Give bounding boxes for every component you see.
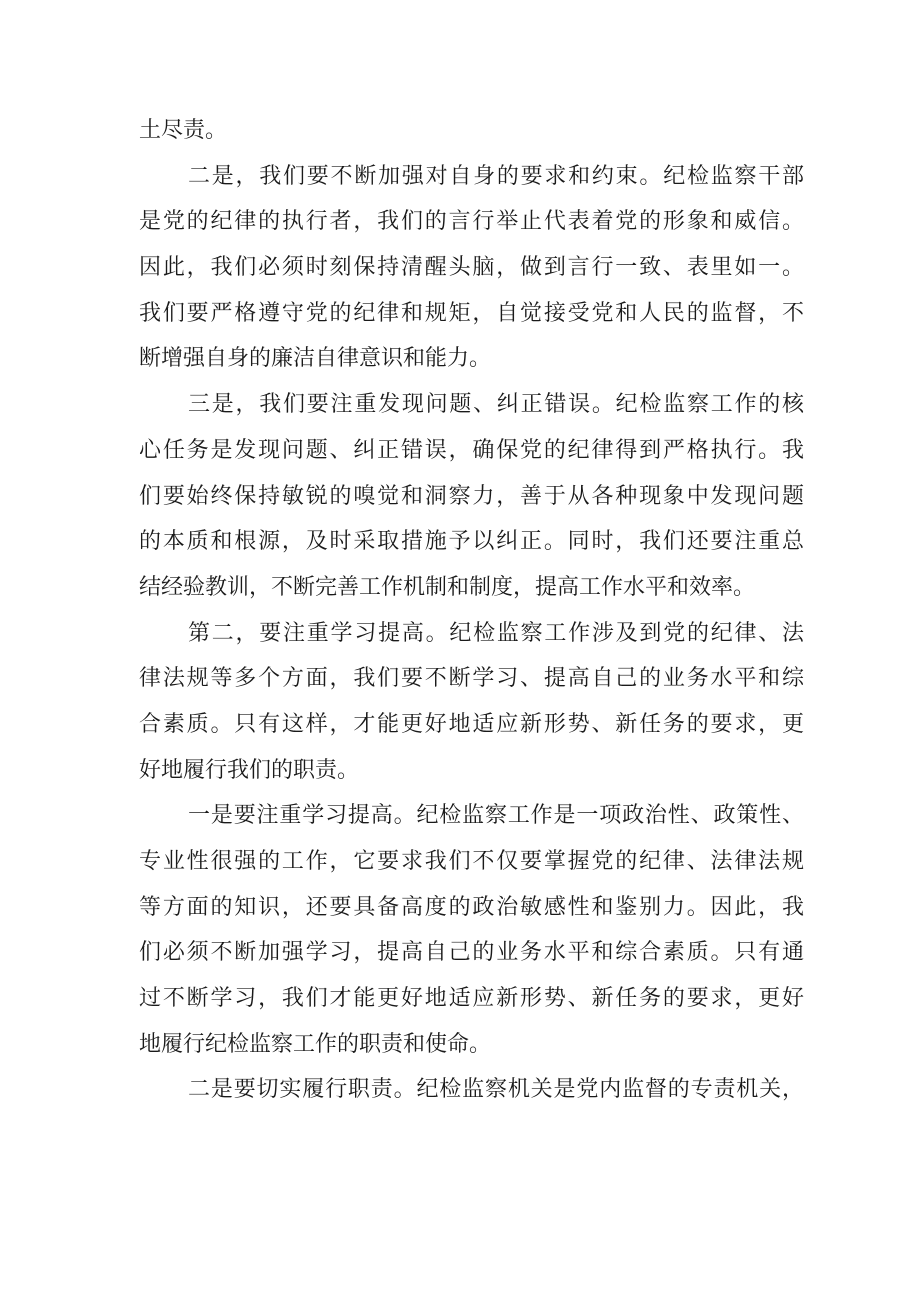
text-line: 结经验教训，不断完善工作机制和制度，提高工作水平和效率。 xyxy=(139,574,756,600)
text-line: 合素质。只有这样，才能更好地适应新形势、新任务的要求，更 xyxy=(139,711,804,737)
text-line: 们要始终保持敏锐的嗅觉和洞察力，善于从各种现象中发现问题 xyxy=(139,483,804,509)
text-line: 二是，我们要不断加强对自身的要求和约束。纪检监察干部 xyxy=(188,163,804,189)
text-line: 我们要严格遵守党的纪律和规矩，自觉接受党和人民的监督，不 xyxy=(139,300,804,326)
text-line: 们必须不断加强学习，提高自己的业务水平和综合素质。只有通 xyxy=(139,940,804,966)
text-line: 等方面的知识，还要具备高度的政治敏感性和鉴别力。因此，我 xyxy=(139,894,804,920)
text-line: 断增强自身的廉洁自律意识和能力。 xyxy=(139,346,492,372)
text-line: 心任务是发现问题、纠正错误，确保党的纪律得到严格执行。我 xyxy=(139,437,804,463)
text-line: 土尽责。 xyxy=(139,118,228,143)
text-line: 一是要注重学习提高。纪检监察工作是一项政治性、政策性、 xyxy=(188,803,804,829)
text-line: 三是，我们要注重发现问题、纠正错误。纪检监察工作的核 xyxy=(188,392,804,418)
text-line: 过不断学习，我们才能更好地适应新形势、新任务的要求，更好 xyxy=(139,986,804,1012)
text-line: 地履行纪检监察工作的职责和使命。 xyxy=(139,1031,492,1057)
text-line: 好地履行我们的职责。 xyxy=(139,757,360,783)
text-line: 是党的纪律的执行者，我们的言行举止代表着党的形象和威信。 xyxy=(139,209,804,235)
text-line: 律法规等多个方面，我们要不断学习、提高自己的业务水平和综 xyxy=(139,666,804,692)
text-line: 专业性很强的工作，它要求我们不仅要掌握党的纪律、法律法规 xyxy=(139,849,804,874)
text-line: 的本质和根源，及时采取措施予以纠正。同时，我们还要注重总 xyxy=(139,529,804,555)
text-line: 二是要切实履行职责。纪检监察机关是党内监督的专责机关， xyxy=(188,1077,804,1103)
body-text xyxy=(139,108,804,1113)
text-line: 因此，我们必须时刻保持清醒头脑，做到言行一致、表里如一。 xyxy=(139,255,804,281)
text-line: 第二，要注重学习提高。纪检监察工作涉及到党的纪律、法 xyxy=(188,620,804,646)
